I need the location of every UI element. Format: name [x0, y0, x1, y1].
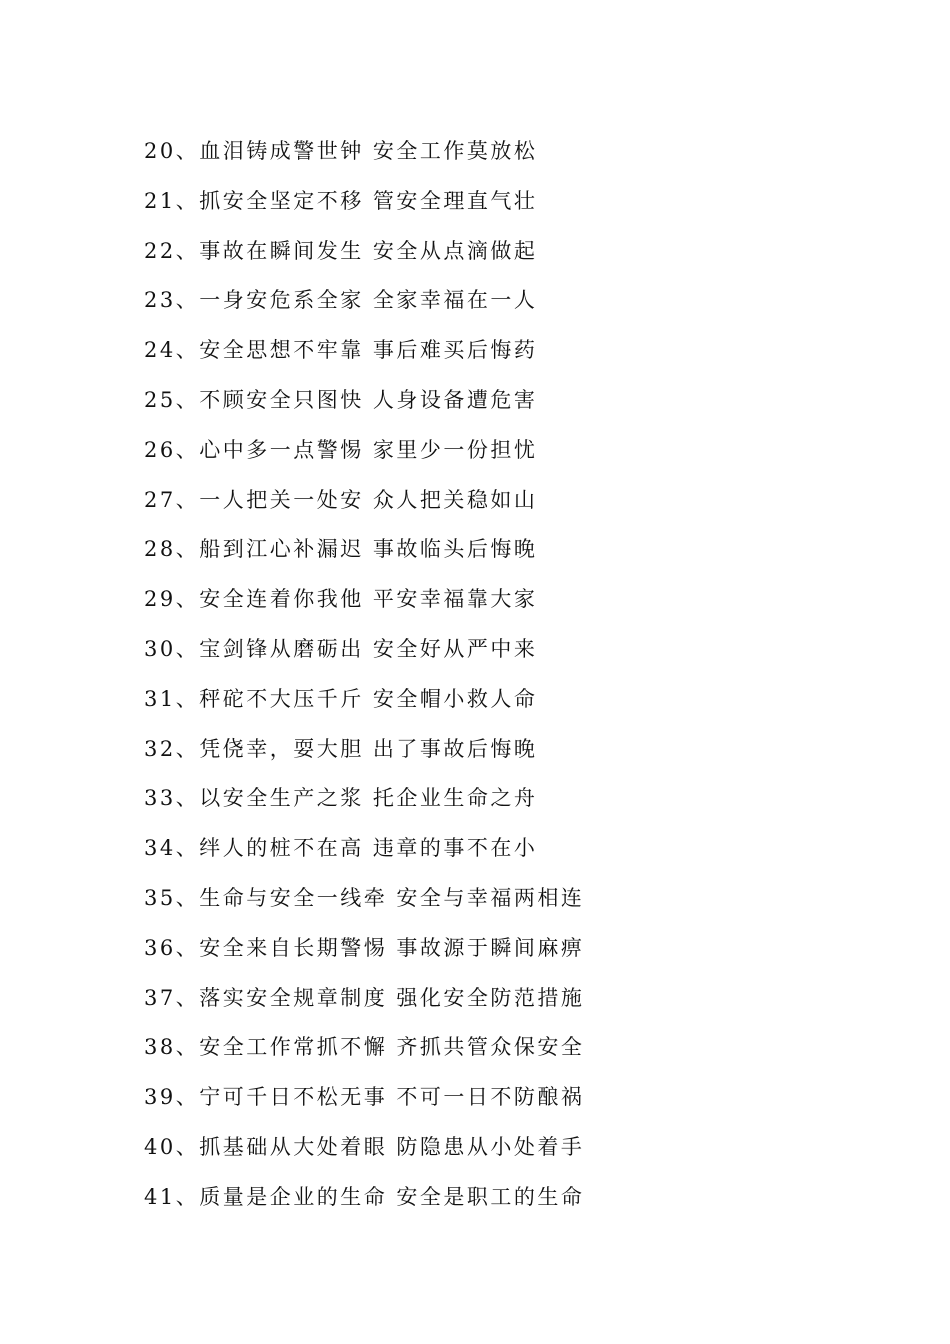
- slogan-item: 21、抓安全坚定不移 管安全理直气壮: [144, 188, 538, 213]
- slogan-item: 22、事故在瞬间发生 安全从点滴做起: [144, 238, 538, 263]
- slogan-item: 30、宝剑锋从磨砺出 安全好从严中来: [144, 636, 538, 661]
- slogan-item: 34、绊人的桩不在高 违章的事不在小: [144, 836, 538, 861]
- slogan-item: 25、不顾安全只图快 人身设备遭危害: [144, 387, 538, 412]
- slogan-item: 40、抓基础从大处着眼 防隐患从小处着手: [144, 1134, 585, 1159]
- slogan-item: 35、生命与安全一线牵 安全与幸福两相连: [144, 885, 585, 910]
- slogan-item: 39、宁可千日不松无事 不可一日不防酿祸: [144, 1085, 585, 1110]
- slogan-item: 24、安全思想不牢靠 事后难买后悔药: [144, 338, 538, 363]
- slogan-list: [144, 133, 584, 1229]
- slogan-item: 38、安全工作常抓不懈 齐抓共管众保安全: [144, 1035, 585, 1060]
- slogan-item: 41、质量是企业的生命 安全是职工的生命: [144, 1184, 585, 1209]
- slogan-item: 26、心中多一点警惕 家里少一份担忧: [144, 437, 538, 462]
- slogan-item: 32、凭侥幸，耍大胆 出了事故后悔晚: [144, 736, 538, 761]
- slogan-item: 36、安全来自长期警惕 事故源于瞬间麻痹: [144, 935, 585, 960]
- slogan-item: 20、血泪铸成警世钟 安全工作莫放松: [144, 139, 538, 163]
- slogan-item: 23、一身安危系全家 全家幸福在一人: [144, 288, 538, 313]
- slogan-item: 37、落实安全规章制度 强化安全防范措施: [144, 985, 585, 1010]
- slogan-item: 31、秤砣不大压千斤 安全帽小救人命: [144, 686, 538, 711]
- slogan-item: 28、船到江心补漏迟 事故临头后悔晚: [144, 537, 538, 562]
- slogan-item: 27、一人把关一处安 众人把关稳如山: [144, 487, 538, 512]
- slogan-item: 33、以安全生产之浆 托企业生命之舟: [144, 786, 538, 811]
- slogan-item: 29、安全连着你我他 平安幸福靠大家: [144, 587, 538, 612]
